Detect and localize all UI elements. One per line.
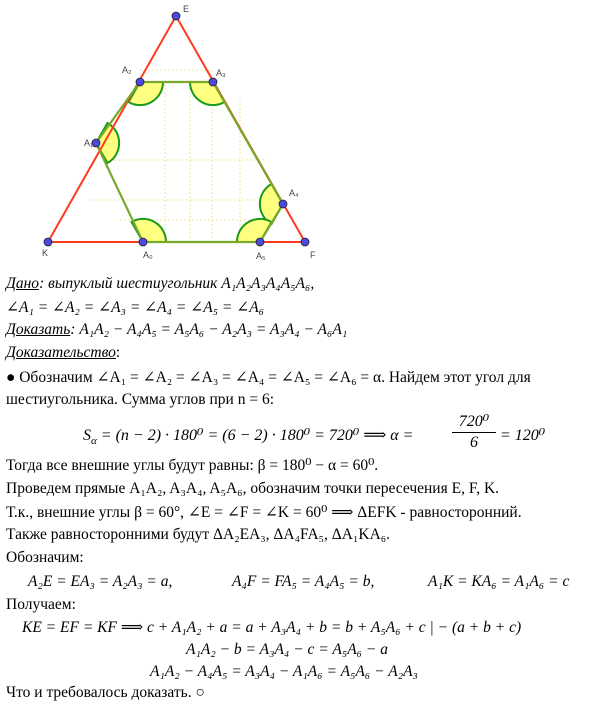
formula-result: = 120⁰ — [500, 427, 546, 444]
equation-1: KE = EF = KF ⟹ c + A₁A₂ + a = a + A₃A₄ + b = b + A₅A₆ + c | − (a + b + c) — [22, 619, 522, 636]
proof-conclusion: Что и требовалось доказать. ○ — [6, 684, 205, 701]
proof-label: Доказательство — [6, 344, 116, 361]
proof-line-6: Также равносторонними будут ΔA₂EA₃, ΔA₄FA₅, ΔA₁KA₆. — [6, 526, 391, 543]
formula-sum — [83, 425, 413, 447]
point-a3 — [209, 78, 217, 86]
formula-rest: = (n − 2) · 180⁰ = (6 − 2) · 180⁰ = 720⁰ ⟹ α = — [96, 427, 414, 444]
proof-line-3: Тогда все внешние углы будут равны: β = 180⁰ − α = 60⁰. — [6, 457, 379, 474]
notation-b: A₄F = FA₅ = A₄A₅ = b, — [232, 573, 375, 590]
label-a6: A₀ — [143, 250, 153, 260]
point-a4 — [279, 200, 287, 208]
equation-3: A₁A₂ − A₄A₅ = A₃A₄ − A₁A₆ = A₅A₆ − A₂A₃ — [150, 663, 418, 680]
proof-line-7: Обозначим: — [6, 549, 84, 566]
label-a5: A₅ — [256, 251, 266, 261]
given-line-1 — [6, 275, 314, 293]
proof-line-2: шестиугольника. Сумма углов при n = 6: — [6, 391, 275, 408]
proof-line-4: Проведем прямые A₁A₂, A₃A₄, A₅A₆, обозначим точки пересечения E, F, K. — [6, 480, 500, 497]
point-f — [301, 238, 309, 246]
label-a1: A₁ — [84, 138, 94, 148]
proof-colon: : — [115, 344, 121, 361]
formula-s: S — [83, 427, 91, 444]
proof-line-8: Получаем: — [6, 596, 76, 613]
label-f: F — [310, 250, 316, 260]
formula-fraction — [452, 412, 496, 453]
fraction-numerator: 720⁰ — [452, 412, 496, 433]
prove-line — [6, 321, 347, 339]
proof-line-1: ● Обозначим ∠A₁ = ∠A₂ = ∠A₃ = ∠A₄ = ∠A₅ = ∠A₆ = α. Найдем этот угол для — [6, 369, 531, 386]
label-a4: A₄ — [289, 188, 299, 198]
prove-text: : A₁A₂ − A₄A₅ = A₅A₆ − A₂A₃ = A₃A₄ − A₆A₁ — [70, 321, 348, 338]
fraction-denominator: 6 — [470, 434, 478, 451]
notation-c: A₁K = KA₆ = A₁A₆ = c — [428, 573, 570, 590]
given-text-1: : выпуклый шестиугольник A₁A₂A₃A₄A₅A₆, — [39, 275, 315, 292]
label-e: E — [183, 4, 190, 14]
given-label: Дано — [6, 275, 40, 292]
proof-line-5: Т.к., внешние углы β = 60°, ∠E = ∠F = ∠K = 60⁰ ⟹ ΔEFK - равносторонний. — [6, 504, 522, 521]
point-e — [172, 12, 180, 20]
point-a1 — [92, 139, 100, 147]
hexagon-triangle-figure — [0, 0, 330, 268]
label-k: K — [42, 248, 49, 258]
formula-s-sub: α — [91, 435, 97, 448]
proof-heading — [6, 344, 120, 362]
point-k — [44, 238, 52, 246]
equation-2: A₁A₂ − b = A₃A₄ − c = A₅A₆ − a — [186, 641, 389, 658]
label-a3: A₃ — [216, 68, 226, 78]
point-a5 — [256, 238, 264, 246]
point-a6 — [139, 238, 147, 246]
notation-a: A₂E = EA₃ = A₂A₃ = a, — [28, 573, 173, 590]
label-a2: A₂ — [122, 65, 132, 75]
point-a2 — [136, 78, 144, 86]
given-line-2: ∠A₁ = ∠A₂ = ∠A₃ = ∠A₄ = ∠A₅ = ∠A₆ — [6, 299, 265, 316]
prove-label: Доказать — [6, 321, 71, 338]
